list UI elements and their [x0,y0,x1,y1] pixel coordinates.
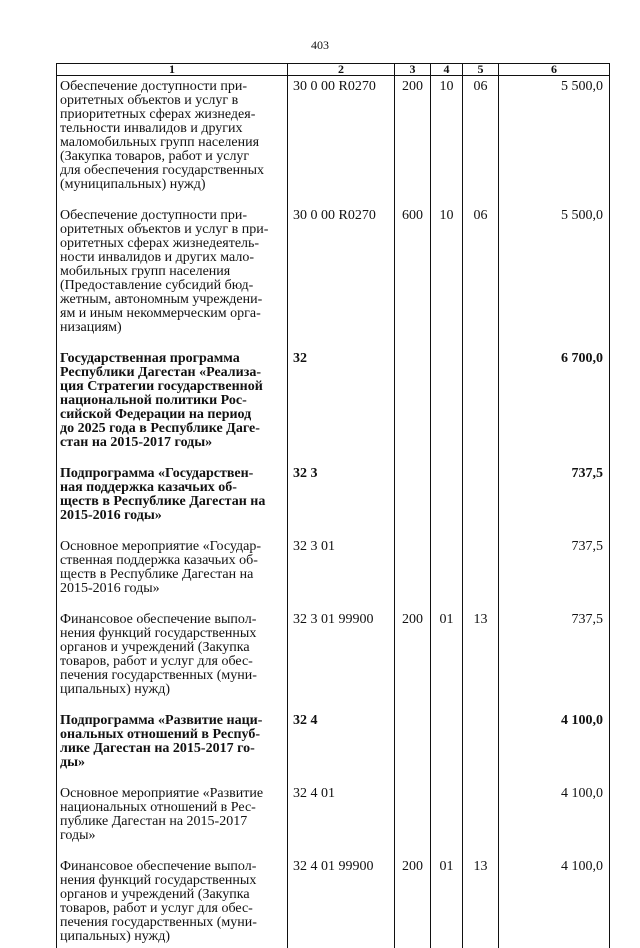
row-name-line: низациям) [60,321,285,335]
row-name-line: Подпрограмма «Государствен- [60,467,285,481]
row-name-line: печения государственных (муни- [60,669,285,683]
target-article-code: 32 [288,348,395,463]
row-name-line: сийской Федерации на период [60,408,285,422]
amount: 4 100,0 [499,710,610,783]
column-header-5: 5 [463,64,499,76]
row-name-line: Подпрограмма «Развитие наци- [60,714,285,728]
table-row [57,609,610,710]
table-body [57,76,610,948]
row-name-line: товаров, работ и услуг для обес- [60,655,285,669]
section-code: 10 [431,205,463,348]
row-name-line: органов и учреждений (Закупка [60,888,285,902]
section-code: 01 [431,609,463,710]
table-row [57,76,610,206]
row-name-line: товаров, работ и услуг для обес- [60,902,285,916]
row-name-line: ществ в Республике Дагестан на [60,495,285,509]
row-name-line: 2015-2016 годы» [60,582,285,596]
row-name [57,348,288,463]
expense-type-code: 200 [395,609,431,710]
row-name [57,856,288,948]
column-header-6: 6 [499,64,610,76]
table-header [57,64,610,76]
row-name [57,783,288,856]
table-row [57,463,610,536]
amount: 737,5 [499,609,610,710]
expense-type-code [395,536,431,609]
row-name-line: оритетных объектов и услуг в [60,94,285,108]
row-name [57,205,288,348]
table-row [57,536,610,609]
subsection-code [463,348,499,463]
row-name-line: нения функций государственных [60,874,285,888]
expense-type-code [395,348,431,463]
row-name-line: ям и иным некоммерческим орга- [60,307,285,321]
column-header-3: 3 [395,64,431,76]
amount: 5 500,0 [499,205,610,348]
row-name-line: до 2025 года в Республике Даге- [60,422,285,436]
target-article-code: 32 4 01 [288,783,395,856]
subsection-code [463,536,499,609]
row-name-line: Республики Дагестан «Реализа- [60,366,285,380]
amount: 5 500,0 [499,76,610,206]
row-name-line: органов и учреждений (Закупка [60,641,285,655]
target-article-code: 32 4 [288,710,395,783]
target-article-code: 32 3 01 [288,536,395,609]
section-code: 10 [431,76,463,206]
column-header-4: 4 [431,64,463,76]
target-article-code: 30 0 00 R0270 [288,205,395,348]
section-code [431,783,463,856]
row-name-line: Обеспечение доступности при- [60,209,285,223]
row-name-line: мобильных групп населения [60,265,285,279]
column-header-1: 1 [57,64,288,76]
row-name-line: ция Стратегии государственной [60,380,285,394]
section-code [431,463,463,536]
subsection-code: 06 [463,205,499,348]
table-row [57,783,610,856]
subsection-code: 13 [463,609,499,710]
row-name [57,463,288,536]
expense-type-code: 600 [395,205,431,348]
subsection-code [463,463,499,536]
row-name-line: Основное мероприятие «Развитие [60,787,285,801]
target-article-code: 30 0 00 R0270 [288,76,395,206]
row-name-line: Основное мероприятие «Государ- [60,540,285,554]
section-code [431,348,463,463]
subsection-code [463,783,499,856]
row-name-line: годы» [60,829,285,843]
row-name [57,710,288,783]
expense-type-code [395,463,431,536]
row-name-line: жетным, автономным учреждени- [60,293,285,307]
row-name-line: стан на 2015-2017 годы» [60,436,285,450]
amount: 4 100,0 [499,856,610,948]
row-name [57,609,288,710]
amount: 4 100,0 [499,783,610,856]
subsection-code: 06 [463,76,499,206]
row-name-line: ственная поддержка казачьих об- [60,554,285,568]
target-article-code: 32 3 01 99900 [288,609,395,710]
row-name-line: публике Дагестан на 2015-2017 [60,815,285,829]
target-article-code: 32 4 01 99900 [288,856,395,948]
expense-type-code [395,710,431,783]
section-code: 01 [431,856,463,948]
row-name-line: ональных отношений в Респуб- [60,728,285,742]
table-row [57,710,610,783]
row-name-line: оритетных сферах жизнедеятель- [60,237,285,251]
page-number: 403 [0,38,640,53]
expense-type-code [395,783,431,856]
row-name-line: ная поддержка казачьих об- [60,481,285,495]
row-name-line: Обеспечение доступности при- [60,80,285,94]
row-name-line: тельности инвалидов и других [60,122,285,136]
row-name-line: лике Дагестан на 2015-2017 го- [60,742,285,756]
column-header-2: 2 [288,64,395,76]
row-name-line: ципальных) нужд) [60,683,285,697]
row-name-line: национальной политики Рос- [60,394,285,408]
row-name [57,76,288,206]
row-name-line: маломобильных групп населения [60,136,285,150]
subsection-code [463,710,499,783]
row-name-line: печения государственных (муни- [60,916,285,930]
row-name-line: оритетных объектов и услуг в при- [60,223,285,237]
row-name-line: нения функций государственных [60,627,285,641]
row-name-line: ды» [60,756,285,770]
row-name-line: (Закупка товаров, работ и услуг [60,150,285,164]
row-name-line: ципальных) нужд) [60,930,285,944]
amount: 737,5 [499,536,610,609]
amount: 6 700,0 [499,348,610,463]
expense-type-code: 200 [395,76,431,206]
table-row [57,856,610,948]
row-name-line: ности инвалидов и других мало- [60,251,285,265]
row-name-line: национальных отношений в Рес- [60,801,285,815]
row-name-line: Государственная программа [60,352,285,366]
row-name-line: Финансовое обеспечение выпол- [60,860,285,874]
row-name-line: приоритетных сферах жизнедея- [60,108,285,122]
row-name-line: (Предоставление субсидий бюд- [60,279,285,293]
row-name-line: (муниципальных) нужд) [60,178,285,192]
row-name-line: для обеспечения государственных [60,164,285,178]
row-name-line: Финансовое обеспечение выпол- [60,613,285,627]
expense-type-code: 200 [395,856,431,948]
row-name [57,536,288,609]
section-code [431,710,463,783]
section-code [431,536,463,609]
table-row [57,205,610,348]
amount: 737,5 [499,463,610,536]
header-row [57,64,610,76]
table-row [57,348,610,463]
target-article-code: 32 3 [288,463,395,536]
row-name-line: 2015-2016 годы» [60,509,285,523]
budget-table [56,63,610,948]
row-name-line: ществ в Республике Дагестан на [60,568,285,582]
subsection-code: 13 [463,856,499,948]
